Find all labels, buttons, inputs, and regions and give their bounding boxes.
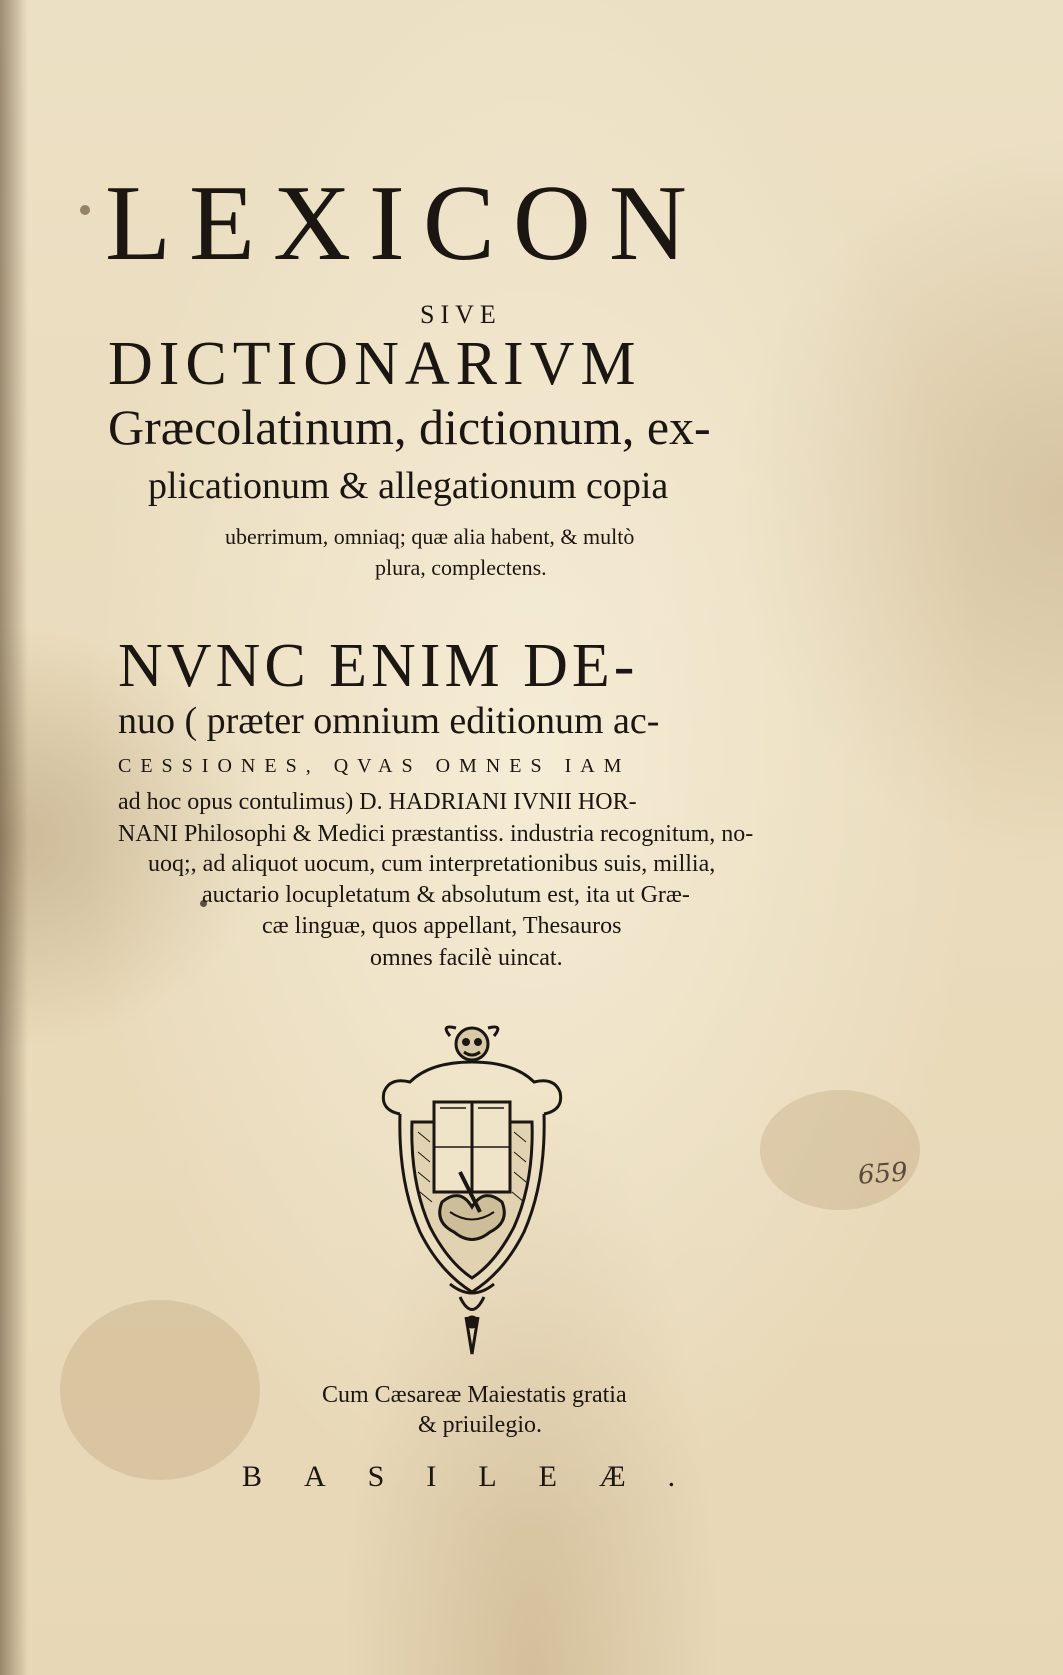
printers-mark-icon [370,1022,575,1362]
subtitle-line-3: uberrimum, omniaq; quæ alia habent, & multò [225,524,635,549]
body-line-2: CESSIONES, QVAS OMNES IAM [118,755,631,777]
handwritten-note: 659 [857,1157,909,1191]
paper-stain [760,1090,920,1210]
body-line-6: auctario locupletatum & absolutum est, ita ut Græ- [202,882,690,908]
body-line-4: NANI Philosophi & Medici præstantiss. industria recognitum, no- [118,821,754,847]
imprint-place: BASILEÆ. [242,1460,718,1493]
body-line-8: omnes facilè uincat. [370,945,563,971]
subtitle-line-2: plicationum & allegationum copia [148,465,669,507]
subtitle-line-1: Græcolatinum, dictionum, ex- [108,399,711,455]
body-line-1: nuo ( præter omnium editionum ac- [118,700,660,742]
subtitle-line-4: plura, complectens. [375,555,547,580]
body-line-3: ad hoc opus contulimus) D. HADRIANI IVNII HOR- [118,789,637,815]
title-dictionarium: DICTIONARIVM [108,330,642,398]
body-line-7: cæ linguæ, quos appellant, Thesauros [262,913,622,939]
paper-stain [60,1300,260,1480]
title-lexicon: LEXICON [105,164,705,283]
ink-spot [80,205,90,215]
nunc-heading: NVNC ENIM DE- [118,632,639,700]
privilege-line-1: Cum Cæsareæ Maiestatis gratia [322,1382,627,1408]
page-edge-shadow [0,0,28,1675]
body-line-5: uoq;, ad aliquot uocum, cum interpretationibus suis, millia, [148,851,716,877]
privilege-line-2: & priuilegio. [418,1412,542,1438]
title-sive: SIVE [420,300,502,329]
